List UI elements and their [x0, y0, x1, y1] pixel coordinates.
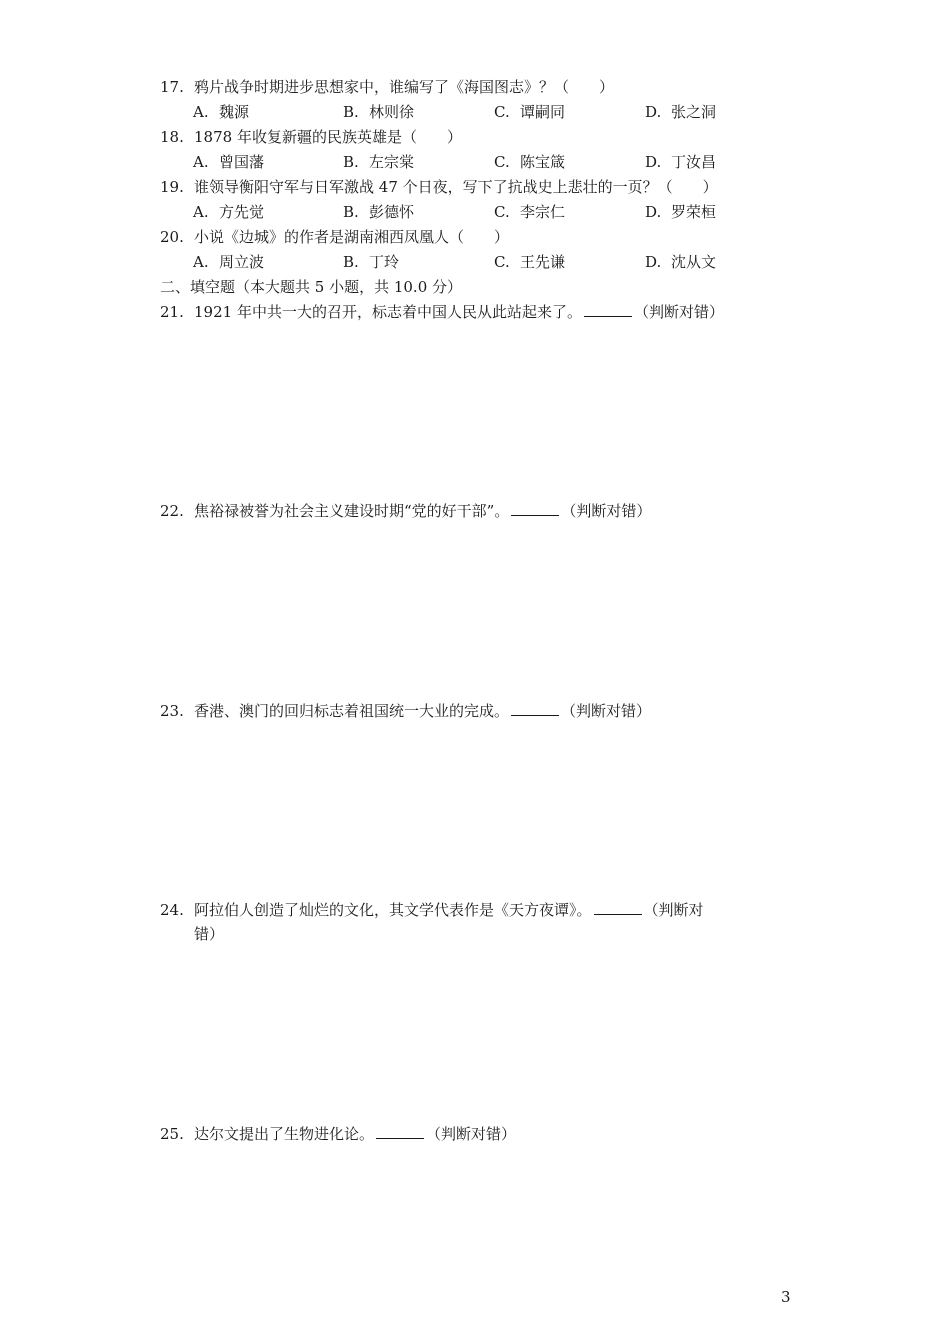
question-suffix: （判断对错）	[561, 502, 652, 520]
option-letter: B.	[343, 253, 359, 271]
option-c	[494, 102, 565, 122]
question-20-stem	[160, 227, 509, 247]
option-text: 丁玲	[369, 253, 400, 271]
option-text: 沈从文	[671, 253, 717, 271]
option-text: 左宗棠	[369, 153, 415, 171]
question-number: 25.	[160, 1125, 184, 1143]
question-suffix: （判断对	[643, 901, 704, 919]
option-d	[645, 252, 716, 272]
option-text: 方先觉	[219, 203, 265, 221]
option-letter: C.	[494, 203, 510, 221]
option-d	[645, 152, 716, 172]
option-d	[645, 202, 716, 222]
answer-blank[interactable]	[511, 701, 559, 716]
option-letter: B.	[343, 103, 359, 121]
option-letter: D.	[645, 203, 662, 221]
question-text: 小说《边城》的作者是湖南湘西凤凰人（ ）	[194, 228, 510, 246]
option-letter: C.	[494, 103, 510, 121]
answer-blank[interactable]	[584, 302, 632, 317]
question-text: 焦裕禄被誉为社会主义建设时期“党的好干部”。	[194, 502, 510, 520]
option-b	[343, 252, 399, 272]
option-d	[645, 102, 716, 122]
option-text: 王先谦	[520, 253, 566, 271]
option-text: 周立波	[219, 253, 265, 271]
question-text: 香港、澳门的回归标志着祖国统一大业的完成。	[194, 702, 510, 720]
question-number: 21.	[160, 303, 184, 321]
option-text: 林则徐	[369, 103, 415, 121]
option-text: 谭嗣同	[520, 103, 566, 121]
question-23	[160, 701, 651, 721]
question-number: 17.	[160, 78, 184, 96]
option-text: 张之洞	[671, 103, 717, 121]
question-text: 阿拉伯人创造了灿烂的文化，其文学代表作是《天方夜谭》。	[194, 901, 592, 919]
question-text: 谁领导衡阳守军与日军激战 47 个日夜，写下了抗战史上悲壮的一页？（ ）	[194, 178, 718, 196]
question-25	[160, 1124, 516, 1144]
option-letter: A.	[193, 103, 209, 121]
option-text: 曾国藩	[219, 153, 265, 171]
question-number: 18.	[160, 128, 184, 146]
question-text: 达尔文提出了生物进化论。	[194, 1125, 375, 1143]
question-suffix: （判断对错）	[561, 702, 652, 720]
question-text: 1878 年收复新疆的民族英雄是（ ）	[194, 128, 462, 146]
question-22	[160, 501, 651, 521]
option-b	[343, 102, 414, 122]
question-24-continuation: 错）	[194, 925, 225, 943]
option-letter: C.	[494, 253, 510, 271]
question-number: 24.	[160, 901, 184, 919]
option-text: 丁汝昌	[671, 153, 717, 171]
section-heading: 二、填空题（本大题共 5 小题，共 10.0 分）	[160, 278, 463, 296]
option-text: 魏源	[219, 103, 250, 121]
option-letter: D.	[645, 103, 662, 121]
option-letter: C.	[494, 153, 510, 171]
option-c	[494, 202, 565, 222]
option-text: 罗荣桓	[671, 203, 717, 221]
answer-blank[interactable]	[594, 900, 642, 915]
option-a	[193, 102, 249, 122]
question-suffix: （判断对错）	[633, 303, 724, 321]
option-a	[193, 202, 264, 222]
option-b	[343, 152, 414, 172]
option-letter: A.	[193, 253, 209, 271]
answer-blank[interactable]	[511, 501, 559, 516]
option-a	[193, 252, 264, 272]
page-number: 3	[781, 1288, 791, 1306]
option-letter: D.	[645, 153, 662, 171]
option-letter: B.	[343, 153, 359, 171]
option-text: 彭德怀	[369, 203, 415, 221]
question-19-stem	[160, 177, 718, 197]
question-number: 19.	[160, 178, 184, 196]
answer-blank[interactable]	[376, 1124, 424, 1139]
question-24	[160, 900, 704, 920]
question-number: 23.	[160, 702, 184, 720]
option-b	[343, 202, 414, 222]
question-21	[160, 302, 724, 322]
option-a	[193, 152, 264, 172]
question-suffix: （判断对错）	[426, 1125, 517, 1143]
option-c	[494, 152, 565, 172]
question-18-stem	[160, 127, 462, 147]
option-text: 李宗仁	[520, 203, 566, 221]
option-c	[494, 252, 565, 272]
option-text: 陈宝箴	[520, 153, 566, 171]
option-letter: A.	[193, 153, 209, 171]
question-text: 1921 年中共一大的召开，标志着中国人民从此站起来了。	[194, 303, 582, 321]
option-letter: B.	[343, 203, 359, 221]
question-number: 22.	[160, 502, 184, 520]
option-letter: D.	[645, 253, 662, 271]
question-17-stem	[160, 77, 614, 97]
question-text: 鸦片战争时期进步思想家中，谁编写了《海国图志》？（ ）	[194, 78, 615, 96]
question-number: 20.	[160, 228, 184, 246]
option-letter: A.	[193, 203, 209, 221]
